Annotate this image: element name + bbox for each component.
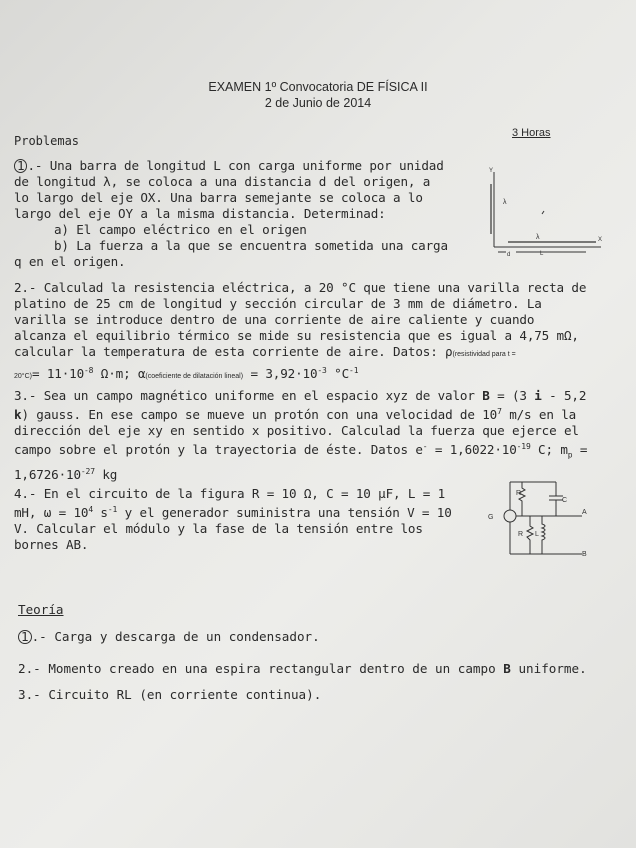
circuit-R-bottom: R: [518, 531, 524, 538]
circuit-R-top: R: [516, 490, 522, 497]
theory-item-2: 2.- Momento creado en una espira rectangular dentro de un campo B uniforme.: [18, 661, 587, 676]
fig1-lambda-y: λ: [503, 199, 507, 206]
fig1-lambda-x: λ: [536, 234, 540, 241]
circuit-B-label: B: [582, 551, 587, 558]
problem-3: 3.- Sea un campo magnético uniforme en el espacio xyz de valor B = (3 i - 5,2 k) gauss. En ese campo se mueve un protón con una velocidad de $10^7$ m/s en la dirección del eje xy en sentido x positivo. Calculad la fuerza que ejerce el campo sobre el protón y la trayectoria de éste. Datos $e^- = 1,6022\cdot 10^{-19}$ C; $m_p$ = $1,6726\cdot 10^{-27}$ kg: [14, 388, 588, 483]
circuit-C-label: C: [562, 497, 568, 504]
circuit-L-label: L: [535, 531, 539, 538]
problem-1: 1 .- Una barra de longitud L con carga uniforme por unidad de longitud λ, se coloca a una distancia d del origen, a lo largo del eje OX. Una barra semejante se coloca a lo largo del eje OY a la misma distancia. Determinad: a) El campo eléctrico en el origen b) La fuerza a la que se encuentra sometida una carga q en el origen.: [14, 158, 448, 269]
circuit-G-label: G: [488, 514, 494, 521]
exam-date: 2 de Junio de 2014: [264, 96, 372, 110]
exam-duration: 3 Horas: [512, 127, 551, 139]
fig1-d-label: d: [507, 252, 511, 258]
theory-1-number-circle: 1: [18, 630, 32, 644]
fig1-y-label: Y: [489, 168, 494, 174]
exam-title: EXAMEN 1º Convocatoria DE FÍSICA II: [208, 80, 428, 94]
section-theory-heading: Teoría: [18, 602, 64, 617]
problem-2: 2.- Calculad la resistencia eléctrica, a 20 °C que tiene una varilla recta de platino de 25 cm de longitud y sección circular de 3 mm de diámetro. La varilla se introduce dentro de una corriente de aire caliente y cuando alcanza el equilibrio térmico se mide su resistencia que es igual a 4,75 mΩ, calcular la temperatura de esta corriente de aire. Datos: ρ(resistividad para t = $20^\circ C)= 11\cdot 10^{-8}$ Ω·m; α(coeficiente de dilatación lineal) = $3,92\cdot 10^{-3}$ $^\circ C^{-1}$: [14, 280, 587, 382]
fig1-x-label: X: [598, 237, 603, 243]
theory-item-3: 3.- Circuito RL (en corriente continua).: [18, 687, 322, 702]
problem-4: 4.- En el circuito de la figura R = 10 Ω, C = 10 μF, L = 1 mH, $\omega = 10^4$ $s^{-1}$ y el generador suministra una tensión V = 10 V. Calcular el módulo y la fase de la tensión entre los bornes AB.: [14, 486, 452, 553]
fig1-L-label: L: [540, 251, 544, 257]
theory-item-1: 1 .- Carga y descarga de un condensador.: [18, 629, 320, 644]
circuit-A-label: A: [582, 509, 587, 516]
problem-1-number-circle: 1: [14, 159, 27, 173]
section-problems-heading: Problemas: [14, 134, 80, 148]
problem-1-figure: [476, 162, 616, 262]
problem-4-circuit: [478, 474, 618, 560]
